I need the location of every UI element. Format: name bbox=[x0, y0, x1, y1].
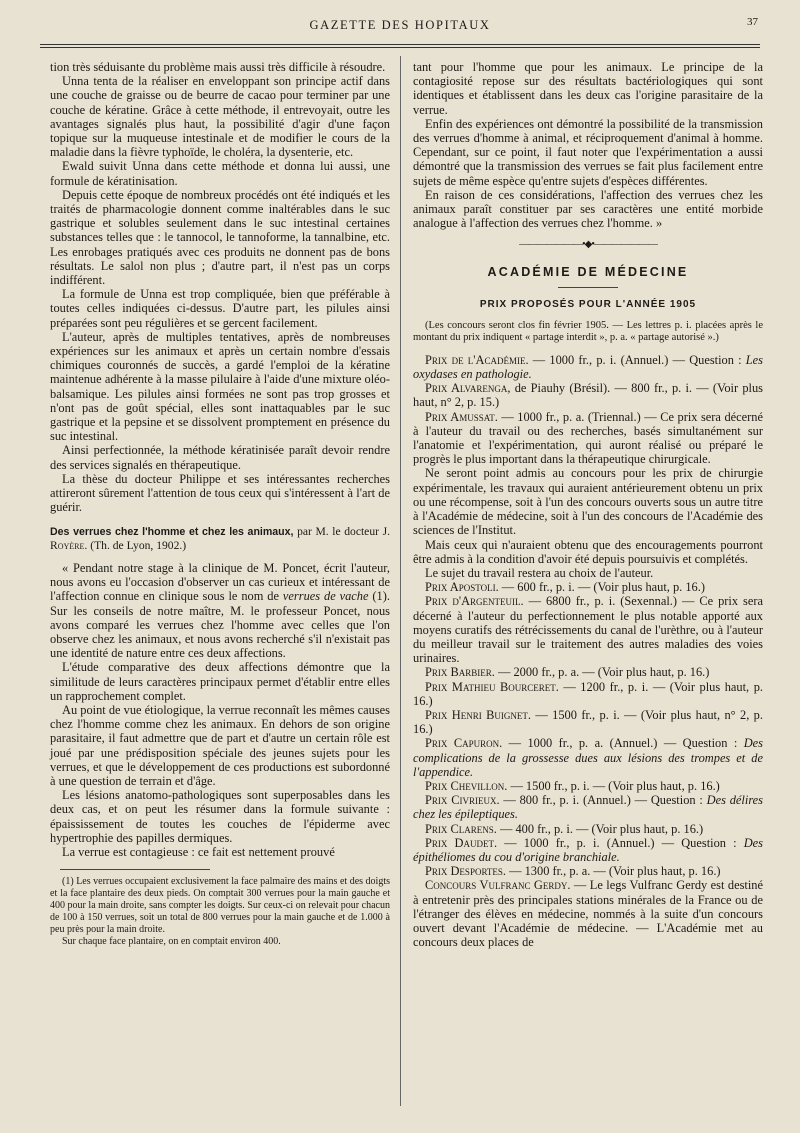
paragraph: tion très séduisante du problème mais aussi très difficile à résoudre. bbox=[50, 60, 386, 74]
prize-text: — 1500 fr., p. i. — (Voir plus haut, p. 16.) bbox=[507, 778, 720, 793]
prize-name: Prix Henri Buignet. bbox=[425, 707, 531, 722]
paragraph: L'auteur, après de multiples tentatives, après de nombreuses expériences sur les animaux et après un certain nombre d'essais chimiques couronnés de succès, a gardé l'emploi de la kératine maintenue adhérente à la masse pilulaire à l'aide d'une mixture oléo-balsamique. Les pilules ainsi formées ne sont pas trop grosses et n'ont pas de goût spécial, elles sont inattaquables par le suc gastrique et la pepsine et se dissolvent promptement en présence du suc intestinal. bbox=[50, 329, 390, 444]
prize-entry bbox=[413, 353, 763, 381]
prize-text: — 2000 fr., p. a. — (Voir plus haut, p. 16.) bbox=[494, 665, 710, 680]
prize-entry bbox=[413, 779, 763, 793]
section-title: ACADÉMIE DE MÉDECINE bbox=[487, 264, 689, 279]
emphasis: verrues de vache bbox=[282, 589, 369, 604]
prize-entry bbox=[413, 566, 763, 580]
prize-name: Prix Capuron. bbox=[425, 736, 503, 751]
prize-name: Prix Civrieux. bbox=[425, 793, 500, 808]
article-heading bbox=[50, 525, 390, 553]
prize-name: Prix Barbier. bbox=[425, 665, 495, 680]
article-reference: . (Th. de Lyon, 1902.) bbox=[84, 538, 187, 552]
prize-question: Des épithéliomes du cou d'origine branchiale. bbox=[413, 835, 763, 864]
prize-entry bbox=[413, 410, 763, 467]
prize-question: Des complications de la grossesse dues aux lésions des trompes et de l'appendice. bbox=[413, 736, 764, 779]
prize-entry bbox=[413, 736, 763, 779]
prize-text: — 1000 fr., p. a. (Triennal.) — Ce prix sera décerné à l'auteur du travail ou des recherches, basés simultanément sur l'anatomie et l'expérimentation, qui auront réalisé ou préparé le progrès le plus important dans la thérapeutique chirurgicale. bbox=[413, 409, 763, 467]
prize-entry bbox=[413, 680, 763, 708]
header-rule-double bbox=[40, 47, 760, 48]
prize-text: — 6800 fr., p. i. (Sexennal.) — Ce prix sera décerné à l'auteur du perfectionnement le plus notable apporté aux moyens curatifs des rétrécissements du canal de l'urèthre, ou à l'auteur du meilleur travail sur le traitement des autres maladies des voies urinaires. bbox=[413, 594, 763, 666]
paragraph: La verrue est contagieuse : ce fait est nettement prouvé bbox=[62, 844, 335, 859]
prize-name: Prix Amussat. bbox=[425, 409, 498, 424]
footnote-rule bbox=[60, 869, 210, 870]
prize-entry bbox=[413, 466, 763, 537]
prize-entry bbox=[413, 793, 763, 821]
prizes-note: (Les concours seront clos fin février 1905. — Les lettres p. i. placées après le montant du prix indiquent « partage interdit », p. a. « partage autorisé ».) bbox=[413, 320, 763, 344]
prize-text: — 1000 fr., p. i. (Annuel.) — Question : bbox=[528, 352, 746, 367]
prize-name: Prix Alvarenga, bbox=[425, 381, 511, 396]
article-title: Des verrues chez l'homme et chez les animaux, bbox=[50, 525, 294, 538]
footnote: Sur chaque face plantaire, on en comptait environ 400. bbox=[62, 936, 281, 948]
prize-entry bbox=[413, 836, 763, 864]
prize-entry bbox=[413, 381, 763, 409]
paragraph: tant pour l'homme que pour les animaux. Le principe de la contagiosité repose sur des résultats bactériologiques qui sont identiques et établissent dans les deux cas l'origine parasitaire de la verrue. bbox=[413, 60, 763, 117]
title-rule bbox=[558, 287, 618, 288]
prize-text: — 1000 fr., p. i. (Annuel.) — Question : bbox=[497, 835, 744, 850]
paragraph: Au point de vue étiologique, la verrue reconnaît les mêmes causes chez l'homme comme chez les animaux. En dehors de son origine parasitaire, il faut admettre que de part et d'autre un certain rôle est joué par une prédisposition spéciale des jeunes sujets pour les verrues, et que le développement de ces productions est subordonné à une question de terrain et d'âge. bbox=[50, 702, 390, 788]
prize-name: Prix Daudet. bbox=[425, 835, 498, 850]
prize-list bbox=[413, 353, 763, 950]
paragraph: Ainsi perfectionnée, la méthode kératinisée paraît devoir rendre des services signalés en thérapeutique. bbox=[50, 443, 390, 472]
prize-text: — Le legs Vulfranc Gerdy est destiné à entretenir près des principales stations minérales de la France ou de l'étranger des élèves en médecine, nommés à la suite d'un concours ouvert devant l'Académie de médecine. — L'Académie met au concours deux places de bbox=[413, 878, 763, 950]
paragraph: La thèse du docteur Philippe et ses intéressantes recherches attireront sûrement l'attention de tous ceux qui s'intéressent à l'art de guérir. bbox=[50, 471, 390, 515]
prize-name: Prix Clarens. bbox=[425, 821, 497, 836]
prize-name: Prix Mathieu Bourceret. bbox=[425, 679, 559, 694]
prize-entry bbox=[413, 538, 763, 566]
prize-text: — 600 fr., p. i. — (Voir plus haut, p. 16.) bbox=[498, 580, 705, 595]
quote-paragraph: « Pendant notre stage à la clinique de M. Poncet, écrit l'auteur, nous avons eu l'occasion d'observer un cas curieux et intéressant de l'affection connue en clinique sous le nom de verrues de vache (1). Sur les conseils de notre maître, M. le professeur Poncet, nous avons comparé les verrues chez l'homme avec celles que l'on observe chez les animaux, et nous avons recherché s'il n'existait pas une identité de nature entre ces deux affections. bbox=[50, 560, 390, 661]
prize-name: Prix Apostoli. bbox=[425, 580, 499, 595]
prize-question: Les oxydases en pathologie. bbox=[413, 352, 763, 382]
paragraph: Unna tenta de la réaliser en enveloppant son principe actif dans une couche de graisse ou de beurre de cacao pour terminer par une couche de kératine. Grâce à cette méthode, il entrevoyait, outre les avantages signalés plus haut, la possibilité d'agir d'une façon topique sur la muqueuse intestinale et de modifier le cours de la maladie dans la fièvre typhoïde, le choléra, la dysenterie, etc. bbox=[50, 74, 390, 160]
left-column bbox=[50, 60, 390, 948]
prize-text: de Piauhy (Brésil). — 800 fr., p. i. — (Voir plus haut, n° 2, p. 15.) bbox=[413, 381, 763, 410]
prize-entry bbox=[413, 878, 763, 949]
prize-entry bbox=[413, 708, 763, 736]
prize-text: Le sujet du travail restera au choix de l'auteur. bbox=[425, 565, 654, 580]
paragraph: La formule de Unna est trop compliquée, bien que préférable à toutes celles indiquées ci-dessus. D'autre part, les pilules ainsi préparées sont peu régulières et se gercent facilement. bbox=[50, 287, 390, 330]
prize-text: Ne seront point admis au concours pour les prix de chirurgie expérimentale, les travaux qui auraient antérieurement obtenu un prix ou une récompense, soit à l'un des concours ouverts sous un autre titre à l'Académie de médecine, soit à l'un des concours de l'Académie des sciences de l'Institut. bbox=[413, 466, 763, 538]
prize-entry bbox=[413, 580, 763, 594]
column-divider bbox=[400, 56, 401, 1106]
prize-name: Prix Chevillon. bbox=[425, 778, 508, 793]
prize-entry bbox=[413, 594, 763, 665]
paragraph: L'étude comparative des deux affections démontre que la similitude de leurs caractères principaux permet d'établir entre elles un rapprochement complet. bbox=[50, 660, 390, 703]
prize-name: Prix d'Argenteuil. bbox=[425, 594, 524, 609]
prize-entry bbox=[413, 822, 763, 836]
article-author: Royère bbox=[50, 538, 85, 552]
prize-text: — 800 fr., p. i. (Annuel.) — Question : bbox=[499, 793, 707, 808]
page-number: 37 bbox=[747, 16, 758, 28]
prizes-heading: PRIX PROPOSÉS POUR L'ANNÉE 1905 bbox=[479, 298, 697, 310]
prize-name: Prix de l'Académie. bbox=[425, 352, 529, 367]
running-header bbox=[40, 16, 760, 42]
prize-name: Concours Vulfranc Gerdy. bbox=[425, 878, 571, 893]
paragraph: Enfin des expériences ont démontré la possibilité de la transmission des verrues d'homme à animal, et réciproquement d'animal à homme. Cependant, sur ce point, il faut noter que l'expérimentation a aussi démontré que la transmission des verrues se fait plus facilement entre sujets de même espèce qu'entre sujets d'espèces différentes. bbox=[413, 116, 763, 188]
paragraph: Les lésions anatomo-pathologiques sont superposables dans les deux cas, et on peut les résumer dans la formule suivante : épaississement de toutes les couches de l'épiderme avec hypertrophie des papilles dermiques. bbox=[50, 788, 390, 845]
prize-text: — 1200 fr., p. i. — (Voir plus haut, p. 16.) bbox=[413, 679, 763, 708]
prize-entry bbox=[413, 864, 763, 878]
paragraph: Ewald suivit Unna dans cette méthode et donna lui aussi, une formule de kératinisation. bbox=[50, 159, 390, 188]
section-separator: ———————•◆•——————— bbox=[519, 239, 657, 251]
prize-text: — 1300 fr., p. a. — (Voir plus haut, p. 16.) bbox=[506, 864, 721, 879]
prize-text: Mais ceux qui n'auraient obtenu que des encouragements pourront être admis à la condition d'avoir été depuis poursuivis et complétés. bbox=[413, 537, 763, 566]
paragraph: En raison de ces considérations, l'affection des verrues chez les animaux paraît constituer par ses caractères une entité morbide analogue à l'affection des verrues chez l'homme. » bbox=[413, 187, 763, 231]
header-rule bbox=[40, 44, 760, 45]
paragraph: Depuis cette époque de nombreux procédés ont été indiqués et les traités de pharmacologie donnent comme inaltérables dans le suc gastrique et solubles seulement dans le suc intestinal certaines substances telles que : le tannocol, le tannoforme, la tannalbine, etc. Les enrobages pratiqués avec ces produits ne donnent pas de bons résultats. Le salol non plus ; d'autre part, il n'est pas un corps indifférent. bbox=[50, 187, 390, 288]
prize-question: Des délires chez les épileptiques. bbox=[413, 793, 764, 822]
journal-title: GAZETTE DES HOPITAUX bbox=[309, 18, 491, 32]
prize-name: Prix Desportes. bbox=[425, 864, 507, 879]
prize-text: — 400 fr., p. i. — (Voir plus haut, p. 16.) bbox=[496, 821, 704, 836]
article-byline: par M. le docteur J. bbox=[293, 524, 390, 538]
footnote: (1) Les verrues occupaient exclusivement la face palmaire des mains et des doigts et la face plantaire des deux pieds. On comptait 300 verrues pour la main gauche et 400 pour la main droite, sans compter les doigts. Sur ceux-ci on relevait pour chacun de 100 à 150 verrues, soit un total de 800 verrues pour la main gauche et de 1.000 à peu près pour la main droite. bbox=[50, 876, 390, 936]
prize-text: — 1000 fr., p. a. (Annuel.) — Question : bbox=[502, 736, 744, 751]
prize-text: — 1500 fr., p. i. — (Voir plus haut, n° 2, p. 16.) bbox=[413, 707, 763, 737]
prize-entry bbox=[413, 665, 763, 679]
right-column bbox=[413, 60, 763, 949]
